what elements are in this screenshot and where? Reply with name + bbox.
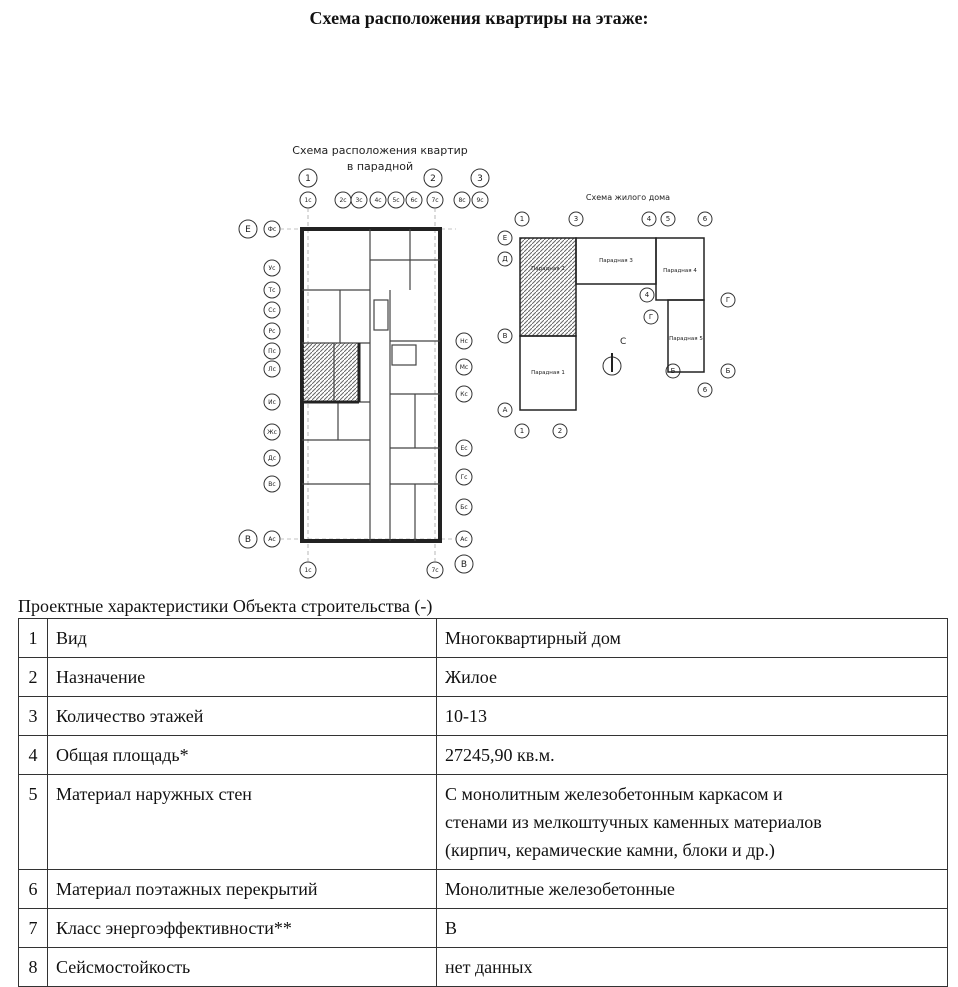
row-number: 2	[19, 658, 48, 697]
row-name: Сейсмостойкость	[48, 948, 437, 987]
axis-bubble-label: 4	[644, 291, 650, 299]
row-value-line: С монолитным железобетонным каркасом и	[445, 784, 783, 804]
row-number: 8	[19, 948, 48, 987]
table-row	[19, 697, 948, 736]
axis-bubble-label: 1с	[304, 567, 312, 574]
table-row	[19, 909, 948, 948]
row-number: 5	[19, 775, 48, 870]
axis-bubble-label: 5с	[392, 197, 400, 204]
table-row	[19, 736, 948, 775]
axis-bubble-label: Д	[502, 255, 508, 263]
entrance-5-label: Парадная 5	[669, 336, 703, 342]
axis-bubble-label: 8с	[458, 197, 466, 204]
entrance-1-label: Парадная 1	[531, 370, 565, 376]
axis-bubble-label: 7с	[431, 567, 439, 574]
axis-bubble-label: 4	[646, 215, 652, 223]
entrance-4-label: Парадная 4	[663, 268, 697, 274]
axis-bubble-label: 7с	[431, 197, 439, 204]
axis-bubble-label: 9с	[476, 197, 484, 204]
row-name: Материал наружных стен	[48, 775, 437, 870]
axis-bubble-label: 3с	[355, 197, 363, 204]
row-number: 1	[19, 619, 48, 658]
highlighted-apartment	[303, 343, 359, 401]
floor-plan-drawing	[160, 140, 800, 590]
axis-bubble-label: 1	[519, 215, 525, 223]
axis-bubble-label: Г	[648, 313, 654, 321]
axis-bubble-label: Жс	[267, 429, 277, 436]
axis-bubble-label: 1	[305, 174, 311, 184]
axis-bubble-label: Ис	[268, 399, 276, 406]
axis-bubble-label: 6с	[410, 197, 418, 204]
right-axis-bubbles	[456, 333, 472, 547]
axis-bubble-label: Рс	[268, 328, 276, 335]
north-label: С	[620, 337, 627, 347]
row-value: В	[437, 909, 948, 948]
entrance-scheme-title-2: в парадной	[346, 160, 414, 173]
row-name: Количество этажей	[48, 697, 437, 736]
entrance-2-label: Парадная 2	[531, 266, 565, 272]
axis-bubble-label: Лс	[268, 366, 276, 373]
entrance-floor-plan	[302, 229, 440, 541]
row-value: 10-13	[437, 697, 948, 736]
axis-bubble-label: 5	[665, 215, 671, 223]
axis-bubble-label: 1с	[304, 197, 312, 204]
axis-bubble-label: 3	[573, 215, 579, 223]
row-name: Материал поэтажных перекрытий	[48, 870, 437, 909]
axis-bubble-label: Нс	[460, 338, 468, 345]
axis-bubble-label: 6	[702, 386, 708, 394]
axis-bubble-label: Г	[725, 296, 731, 304]
table-row	[19, 619, 948, 658]
axis-bubble-label: Б	[670, 367, 676, 375]
north-arrow-icon	[603, 337, 626, 375]
floor-plan-image	[160, 140, 800, 590]
row-number: 7	[19, 909, 48, 948]
row-number: 3	[19, 697, 48, 736]
axis-bubble-label: 6	[702, 215, 708, 223]
axis-bubble-label: 2	[430, 174, 436, 184]
axis-bubble-label: В	[460, 560, 468, 570]
row-name: Общая площадь*	[48, 736, 437, 775]
axis-bubble-label: Ус	[268, 265, 276, 272]
axis-bubble-label: Пс	[268, 348, 276, 355]
axis-bubble-label: В	[502, 332, 508, 340]
axis-bubble-label: Гс	[460, 474, 468, 481]
page-title: Схема расположения квартиры на этаже:	[309, 8, 649, 28]
characteristics-table	[18, 618, 948, 987]
row-value-line: (кирпич, керамические камни, блоки и др.)	[445, 840, 775, 860]
row-number: 4	[19, 736, 48, 775]
axis-bubble-label: 1	[519, 427, 525, 435]
left-axis-bubbles	[264, 221, 280, 547]
row-value: Жилое	[437, 658, 948, 697]
axis-bubble-label: Ас	[268, 536, 276, 543]
axis-bubble-label: Е	[245, 225, 251, 235]
row-value	[437, 775, 948, 870]
axis-bubble-label: Дс	[268, 455, 276, 462]
table-row	[19, 658, 948, 697]
table-caption: Проектные характеристики Объекта строительства (-)	[18, 596, 433, 616]
row-name: Класс энергоэффективности**	[48, 909, 437, 948]
table-row	[19, 948, 948, 987]
table-row	[19, 870, 948, 909]
axis-bubble-label: Кс	[460, 391, 468, 398]
axis-bubble-label: В	[244, 535, 252, 545]
row-value: 27245,90 кв.м.	[437, 736, 948, 775]
row-value: Монолитные железобетонные	[437, 870, 948, 909]
axis-bubble-label: Б	[725, 367, 731, 375]
axis-bubble-label: Ес	[460, 445, 468, 452]
axis-bubble-label: Е	[502, 234, 508, 242]
axis-bubble-label: Тс	[268, 287, 276, 294]
axis-bubble-label: Ас	[460, 536, 468, 543]
axis-bubble-label: Фс	[267, 226, 277, 233]
row-value: Многоквартирный дом	[437, 619, 948, 658]
row-number: 6	[19, 870, 48, 909]
bottom-axis-bubbles	[300, 562, 443, 578]
row-name: Назначение	[48, 658, 437, 697]
axis-bubble-label: Сс	[268, 307, 276, 314]
axis-bubble-label: Вс	[268, 481, 276, 488]
row-name: Вид	[48, 619, 437, 658]
row-value: нет данных	[437, 948, 948, 987]
axis-bubble-label: 3	[477, 174, 483, 184]
top-sub-axis-bubbles	[300, 192, 488, 208]
row-value-line: стенами из мелкоштучных каменных материалов	[445, 812, 822, 832]
table-row	[19, 775, 948, 870]
axis-bubble-label: 4с	[374, 197, 382, 204]
axis-bubble-label: Бс	[460, 504, 468, 511]
axis-bubble-label: Мс	[459, 364, 469, 371]
house-scheme-title: Схема жилого дома	[585, 193, 671, 202]
axis-bubble-label: А	[502, 406, 508, 414]
entrance-3-label: Парадная 3	[599, 258, 633, 264]
entrance-scheme-title-1: Схема расположения квартир	[292, 144, 468, 157]
axis-bubble-label: 2с	[339, 197, 347, 204]
axis-bubble-label: 2	[557, 427, 563, 435]
